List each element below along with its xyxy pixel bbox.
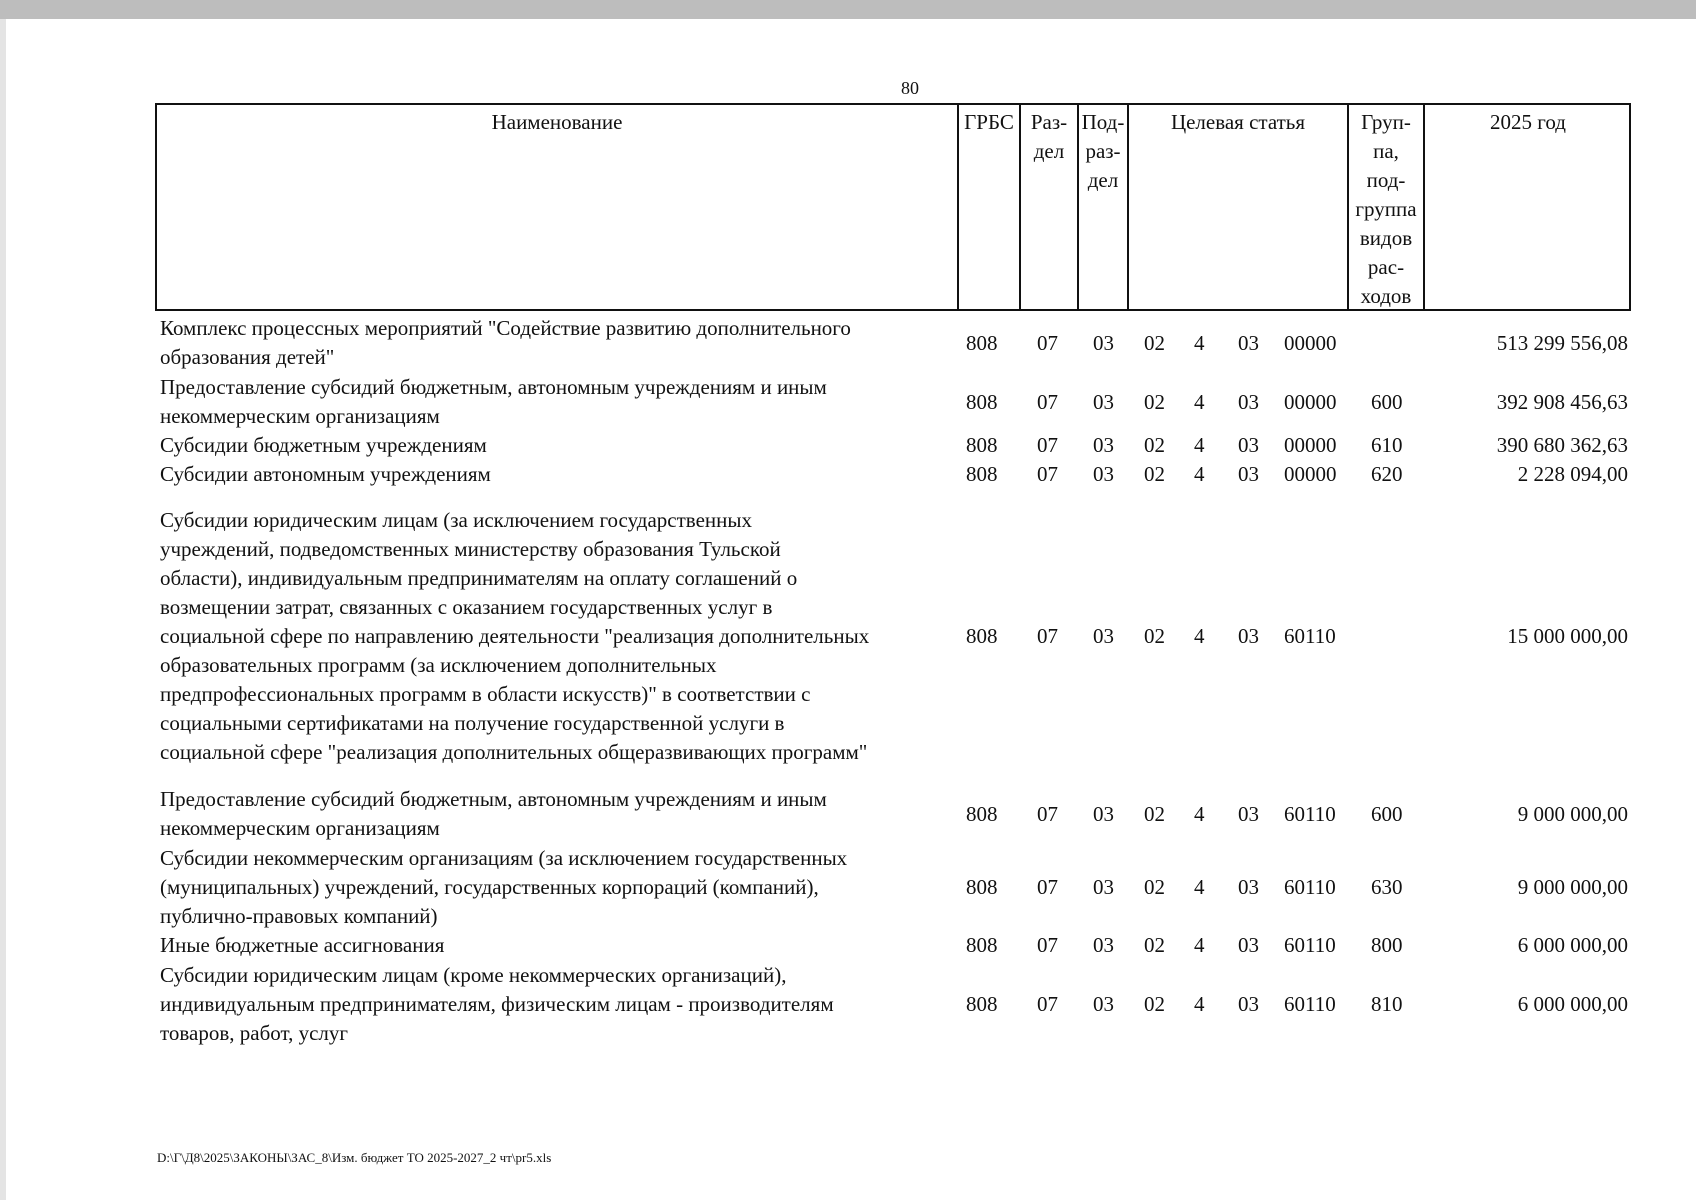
row-target-complex: 03 xyxy=(1238,433,1259,457)
row-target-complex: 03 xyxy=(1238,390,1259,414)
row-target-complex: 03 xyxy=(1238,992,1259,1016)
row-name: Субсидии юридическим лицам (кроме некоммерческих организаций), индивидуальным предпринимателям, физическим лицам - производителям товаров, работ, услуг xyxy=(160,963,834,1045)
row-target-direction: 00000 xyxy=(1284,462,1337,486)
row-target-direction: 00000 xyxy=(1284,433,1337,457)
row-group: 810 xyxy=(1371,992,1403,1016)
row-razdel: 07 xyxy=(1037,875,1058,899)
row-podrazdel: 03 xyxy=(1093,331,1114,355)
row-target-type: 4 xyxy=(1194,802,1205,826)
row-razdel: 07 xyxy=(1037,624,1058,648)
row-name: Субсидии некоммерческим организациям (за исключением государственных (муниципальных) учреждений, государственных корпораций (компаний), публично-правовых компаний) xyxy=(160,846,848,928)
row-name: Субсидии юридическим лицам (за исключением государственных учреждений, подведомственных министерству образования Тульской области), индивидуальным предпринимателям на оплату соглашений о возмещении затрат, связанных с оказанием государственных услуг в социальной сфере по направлению деятельности "реализация дополнительных образовательных программ (за исключением дополнительных предпрофессиональных программ в области искусств)" в соответствии с социальными сертификатами на получение государственной услуги в социальной сфере "реализация дополнительных общеразвивающих программ" xyxy=(160,508,870,764)
row-target-program: 02 xyxy=(1144,933,1165,957)
row-razdel: 07 xyxy=(1037,433,1058,457)
row-name: Субсидии автономным учреждениям xyxy=(160,462,491,486)
row-podrazdel: 03 xyxy=(1093,462,1114,486)
row-target-type: 4 xyxy=(1194,390,1205,414)
row-amount: 390 680 362,63 xyxy=(1496,433,1628,457)
row-grbs: 808 xyxy=(966,390,998,414)
row-name: Комплекс процессных мероприятий "Содействие развитию дополнительного образования детей" xyxy=(160,316,851,369)
row-amount: 392 908 456,63 xyxy=(1496,390,1628,414)
row-name: Предоставление субсидий бюджетным, автономным учреждениям и иным некоммерческим организациям xyxy=(160,375,827,428)
row-target-direction: 00000 xyxy=(1284,331,1337,355)
row-target-program: 02 xyxy=(1144,802,1165,826)
header-group: Груп- па, под- группа видов рас- ходов xyxy=(1355,110,1417,308)
row-target-type: 4 xyxy=(1194,624,1205,648)
row-target-direction: 60110 xyxy=(1284,802,1336,826)
header-grbs: ГРБС xyxy=(964,110,1014,134)
row-podrazdel: 03 xyxy=(1093,802,1114,826)
row-target-type: 4 xyxy=(1194,462,1205,486)
row-target-type: 4 xyxy=(1194,433,1205,457)
row-podrazdel: 03 xyxy=(1093,433,1114,457)
row-target-program: 02 xyxy=(1144,992,1165,1016)
row-grbs: 808 xyxy=(966,992,998,1016)
row-target-program: 02 xyxy=(1144,624,1165,648)
row-target-direction: 60110 xyxy=(1284,624,1336,648)
row-target-direction: 60110 xyxy=(1284,992,1336,1016)
row-target-type: 4 xyxy=(1194,875,1205,899)
row-target-program: 02 xyxy=(1144,433,1165,457)
row-amount: 6 000 000,00 xyxy=(1517,992,1628,1016)
row-target-program: 02 xyxy=(1144,331,1165,355)
row-razdel: 07 xyxy=(1037,933,1058,957)
row-target-direction: 60110 xyxy=(1284,875,1336,899)
row-amount: 15 000 000,00 xyxy=(1507,624,1628,648)
row-name: Иные бюджетные ассигнования xyxy=(160,933,445,957)
row-target-complex: 03 xyxy=(1238,462,1259,486)
row-target-type: 4 xyxy=(1194,331,1205,355)
row-grbs: 808 xyxy=(966,802,998,826)
footer-file-path: D:\Г\Д8\2025\ЗАКОНЫ\ЗАС_8\Изм. бюджет ТО 2025-2027_2 чт\pr5.xls xyxy=(157,1150,552,1165)
row-group: 610 xyxy=(1371,433,1403,457)
row-grbs: 808 xyxy=(966,875,998,899)
row-grbs: 808 xyxy=(966,624,998,648)
row-podrazdel: 03 xyxy=(1093,992,1114,1016)
row-amount: 9 000 000,00 xyxy=(1517,875,1628,899)
row-podrazdel: 03 xyxy=(1093,875,1114,899)
table-header xyxy=(155,103,1631,311)
scan-border-left xyxy=(0,19,6,1200)
row-amount: 6 000 000,00 xyxy=(1517,933,1628,957)
row-target-complex: 03 xyxy=(1238,802,1259,826)
header-target-article: Целевая статья xyxy=(1170,110,1306,134)
scan-border-top xyxy=(0,0,1696,19)
row-razdel: 07 xyxy=(1037,390,1058,414)
row-razdel: 07 xyxy=(1037,992,1058,1016)
row-razdel: 07 xyxy=(1037,462,1058,486)
header-razdel: Раз- дел xyxy=(1030,110,1068,163)
row-group: 600 xyxy=(1371,390,1403,414)
row-grbs: 808 xyxy=(966,433,998,457)
row-name: Предоставление субсидий бюджетным, автономным учреждениям и иным некоммерческим организациям xyxy=(160,787,827,840)
row-razdel: 07 xyxy=(1037,331,1058,355)
row-target-direction: 60110 xyxy=(1284,933,1336,957)
row-target-complex: 03 xyxy=(1238,331,1259,355)
row-podrazdel: 03 xyxy=(1093,390,1114,414)
row-target-program: 02 xyxy=(1144,462,1165,486)
row-group: 620 xyxy=(1371,462,1403,486)
row-target-program: 02 xyxy=(1144,875,1165,899)
row-amount: 513 299 556,08 xyxy=(1496,331,1628,355)
row-target-direction: 00000 xyxy=(1284,390,1337,414)
row-target-complex: 03 xyxy=(1238,933,1259,957)
row-group: 630 xyxy=(1371,875,1403,899)
row-grbs: 808 xyxy=(966,933,998,957)
header-podrazdel: Под- раз- дел xyxy=(1081,110,1125,192)
row-target-program: 02 xyxy=(1144,390,1165,414)
row-amount: 9 000 000,00 xyxy=(1517,802,1628,826)
row-group: 600 xyxy=(1371,802,1403,826)
page-number: 80 xyxy=(901,78,919,98)
row-grbs: 808 xyxy=(966,331,998,355)
row-amount: 2 228 094,00 xyxy=(1517,462,1628,486)
row-target-complex: 03 xyxy=(1238,875,1259,899)
row-target-type: 4 xyxy=(1194,992,1205,1016)
row-name: Субсидии бюджетным учреждениям xyxy=(160,433,487,457)
row-podrazdel: 03 xyxy=(1093,624,1114,648)
row-podrazdel: 03 xyxy=(1093,933,1114,957)
header-name: Наименование xyxy=(491,110,623,134)
row-group: 800 xyxy=(1371,933,1403,957)
row-target-type: 4 xyxy=(1194,933,1205,957)
row-razdel: 07 xyxy=(1037,802,1058,826)
row-target-complex: 03 xyxy=(1238,624,1259,648)
header-year: 2025 год xyxy=(1490,110,1566,134)
row-grbs: 808 xyxy=(966,462,998,486)
